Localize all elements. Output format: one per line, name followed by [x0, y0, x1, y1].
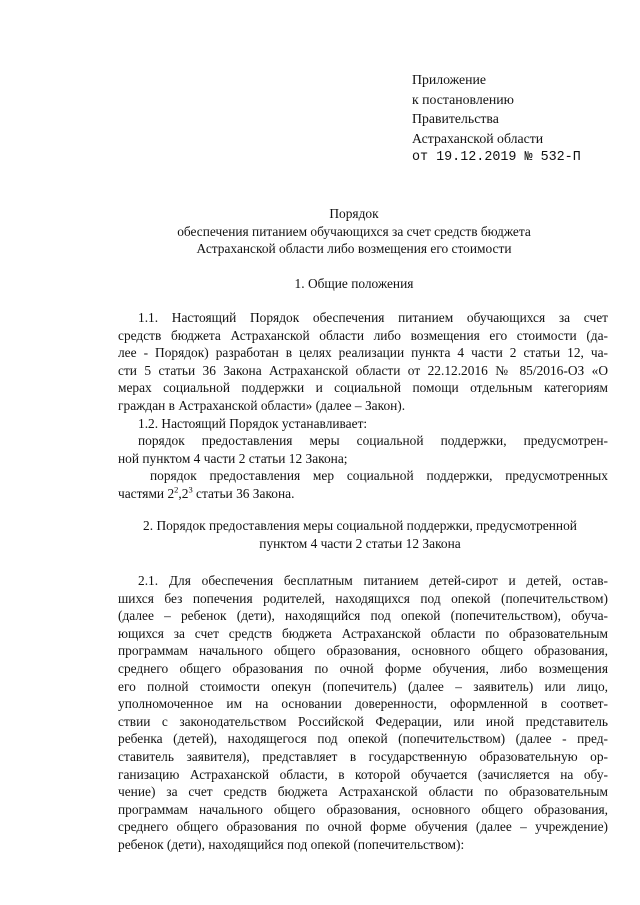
text-line: уполномоченное им на основании доверенности, оформленной в соответ-	[118, 696, 608, 712]
section-1-heading: 1. Общие положения	[294, 276, 414, 291]
document-title	[90, 205, 618, 258]
superscript: 3	[188, 484, 193, 495]
text-line: его полной стоимости опекун (попечитель) (далее – заявитель) или лицо,	[118, 678, 608, 694]
heading-line: 2. Порядок предоставления меры социальной поддержки, предусмотренной	[143, 518, 577, 533]
text-line: среднего общего образования по очной форме обучения, либо возмещения	[118, 660, 608, 676]
paragraph-1-1	[118, 309, 608, 503]
list-item-line: порядок предоставления мер социальной поддержки, предусмотренных	[150, 468, 608, 484]
text-line: 1.1. Настоящий Порядок обеспечения питанием обучающихся за счет	[138, 310, 608, 325]
appendix-line: к постановлению	[412, 91, 514, 107]
section-2-heading	[100, 517, 620, 552]
paragraph-2-1	[118, 572, 608, 854]
text-line: чение) за счет средств бюджета Астраханской области по образовательным	[118, 784, 608, 800]
list-item-line: порядок предоставления меры социальной поддержки, предусмотрен-	[138, 433, 608, 449]
title-line: Астраханской области либо возмещения его стоимости	[196, 241, 512, 257]
text-fragment: частями 2	[118, 485, 175, 501]
text-line: (далее – ребенок (дети), находящийся под опекой (попечительством), обуча-	[118, 608, 608, 624]
text-line: мерах социальной поддержки и социальной помощи отдельным категориям	[118, 380, 608, 396]
text-line: средств бюджета Астраханской области либо возмещения его стоимости (да-	[118, 327, 608, 343]
text-line: среднего общего образования по очной форме обучения (далее – учреждение)	[118, 819, 608, 835]
text-fragment: ,2	[178, 485, 189, 501]
text-line: программам начального общего образования, основного общего образования,	[118, 643, 608, 659]
text-line: ребенок (дети), находящийся под опекой (попечительством):	[118, 836, 465, 852]
text-line: ганизацию Астраханской области, в которой обучается (зачисляется на обу-	[118, 766, 608, 782]
text-line: ющихся за счет средств бюджета Астраханской области по образовательным	[118, 625, 608, 641]
text-line: ребенка (детей), находящегося под опекой (попечительством) (далее - пред-	[118, 731, 608, 747]
text-line: программам начального общего образования, основного общего образования,	[118, 801, 608, 817]
text-line: ставитель заявителя), представляет в государственную образовательную ор-	[118, 748, 608, 764]
text-line: шихся без попечения родителей, находящихся под опекой (попечительством)	[118, 590, 608, 606]
appendix-line: Приложение	[412, 72, 487, 87]
text-line: граждан в Астраханской области» (далее – Закон).	[118, 397, 406, 413]
text-line: 2.1. Для обеспечения бесплатным питанием детей-сирот и детей, остав-	[138, 573, 608, 588]
appendix-date-line: от 19.12.2019 № 532-П	[412, 150, 581, 166]
paragraph-1-2: 1.2. Настоящий Порядок устанавливает:	[138, 415, 368, 431]
text-line: лее - Порядок) разработан в целях реализации пункта 4 части 2 статьи 12, ча-	[118, 345, 608, 361]
appendix-line: Правительства	[412, 111, 499, 127]
list-item-line: ной пунктом 4 части 2 статьи 12 Закона;	[118, 450, 348, 466]
title-line: Порядок	[329, 206, 379, 221]
list-item-line	[118, 485, 608, 503]
appendix-block	[412, 70, 632, 168]
text-line: сти 5 статьи 36 Закона Астраханской области от 22.12.2016 № 85/2016-ОЗ «О	[118, 362, 608, 378]
text-fragment: статьи 36 Закона.	[192, 485, 295, 501]
appendix-line: Астраханской области	[412, 130, 544, 146]
heading-line: пунктом 4 части 2 статьи 12 Закона	[259, 535, 461, 551]
text-line: ствии с законодательством Российской Федерации, или иной представитель	[118, 713, 608, 729]
title-line: обеспечения питанием обучающихся за счет средств бюджета	[177, 223, 531, 239]
superscript: 2	[174, 484, 179, 495]
